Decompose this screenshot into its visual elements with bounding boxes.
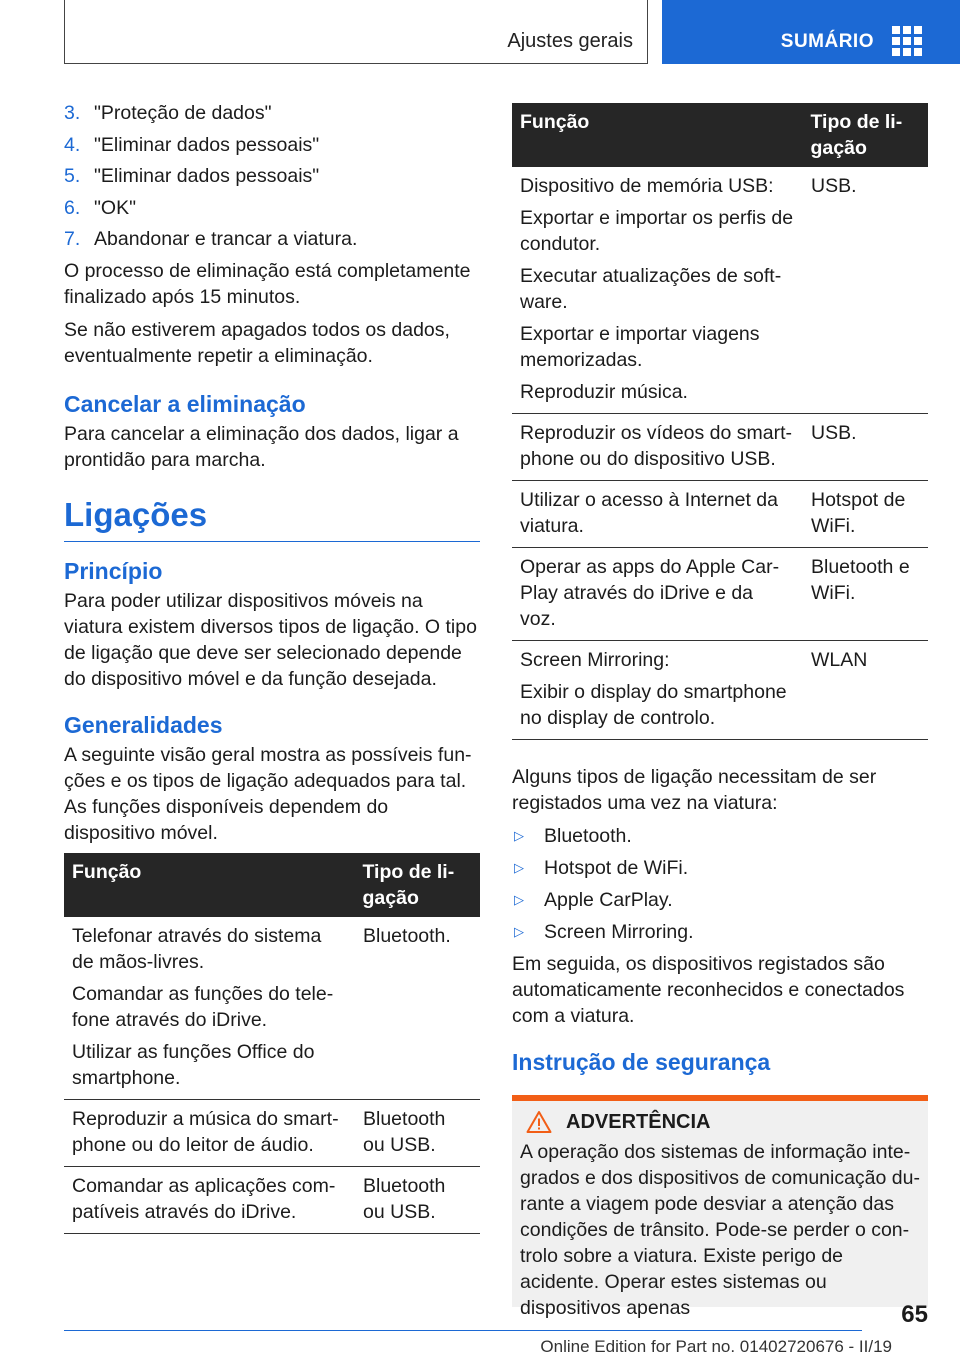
- table-row: [512, 414, 928, 481]
- paragraph: Para poder utilizar dispositivos móveis na viatura existem diversos tipos de ligação. O tipo de ligação que deve ser selecionado depende do dispositivo móvel e da função desejada.: [64, 589, 477, 690]
- function-cell: [512, 641, 803, 740]
- table-header-row: [512, 103, 928, 167]
- cell-text: Executar atualizações de software.: [520, 265, 782, 313]
- step-number: 5.: [64, 165, 81, 187]
- list-item: [512, 823, 928, 849]
- heading-cancel: Cancelar a eliminação: [64, 390, 306, 417]
- list-item: [512, 919, 928, 945]
- list-item-text: Screen Mirroring.: [544, 921, 694, 943]
- connection-cell: Bluetooth.: [355, 917, 481, 1100]
- step-number: 6.: [64, 196, 81, 219]
- cell-text: Utilizar as funções Office do smartphone.: [72, 1040, 315, 1089]
- cell-text: Reproduzir os vídeos do smartphone ou do dispositivo USB.: [520, 422, 793, 470]
- table-row: [512, 481, 928, 548]
- function-cell: [512, 167, 803, 414]
- column-header: Tipo de ligação: [803, 103, 929, 167]
- warning-header: [520, 1109, 920, 1135]
- heading-generalidades: Generalidades: [64, 711, 223, 738]
- heading-safety: Instrução de segurança: [512, 1049, 771, 1075]
- cell-text: Exibir o display do smartphone no display de controlo.: [520, 681, 787, 729]
- table-row: [64, 917, 480, 1100]
- page-number: 65: [901, 1301, 928, 1328]
- paragraph: O processo de eliminação está completamente finalizado após 15 minutos.: [64, 259, 471, 308]
- triangle-bullet-icon: ▷: [514, 828, 524, 843]
- cell-text: Dispositivo de memória USB:: [520, 175, 774, 197]
- warning-text: A operação dos sistemas de informação integrados e dos dispositivos de comunicação durante a viagem pode desviar a atenção das condições de trânsito. Pode-se perder o controlo sobre a viatura. Existe perigo de acidente. Operar estes sistemas ou dispositivos apenas: [520, 1141, 920, 1319]
- table-row: [512, 167, 928, 414]
- functions-table-2: [512, 103, 928, 740]
- function-cell: [512, 481, 803, 548]
- cell-text: Screen Mirroring:: [520, 649, 670, 671]
- bullet-list: [512, 823, 928, 945]
- step-text: "Eliminar dados pessoais": [94, 165, 320, 187]
- paragraph: Para cancelar a eliminação dos dados, ligar a prontidão para marcha.: [64, 422, 459, 471]
- function-cell: [512, 414, 803, 481]
- step-number: 3.: [64, 102, 81, 124]
- paragraph: Se não estiverem apagados todos os dados, eventualmente repetir a eliminação.: [64, 318, 450, 367]
- step-text: Abandonar e trancar a viatura.: [94, 228, 358, 250]
- list-item-text: Hotspot de WiFi.: [544, 857, 689, 879]
- step-list: [64, 100, 480, 252]
- cell-text: Exportar e importar os perfis de condutor.: [520, 207, 794, 255]
- cell-text: Comandar as aplicações compatíveis através do iDrive.: [72, 1174, 336, 1223]
- heading-principio: Princípio: [64, 557, 163, 584]
- column-header: Função: [64, 853, 355, 917]
- function-cell: [512, 548, 803, 641]
- paragraph: A seguinte visão geral mostra as possíveis funções e os tipos de ligação adequados para tal. As funções disponíveis dependem do dispositivo móvel.: [64, 743, 472, 844]
- column-header: Função: [512, 103, 803, 167]
- connection-cell: Hotspot de WiFi.: [803, 481, 929, 548]
- cell-text: Reproduzir a música do smartphone ou do leitor de áudio.: [72, 1107, 339, 1156]
- triangle-bullet-icon: ▷: [514, 860, 524, 875]
- step-item: [64, 163, 480, 189]
- column-header: Tipo de ligação: [355, 853, 481, 917]
- list-item-text: Apple CarPlay.: [544, 889, 673, 911]
- triangle-bullet-icon: ▷: [514, 892, 524, 907]
- connection-cell: Bluetooth ou USB.: [355, 1099, 481, 1166]
- section-title: Ajustes gerais: [507, 30, 633, 52]
- function-cell: [64, 1166, 355, 1233]
- function-cell: [64, 1099, 355, 1166]
- step-item: [64, 100, 480, 126]
- summary-tab[interactable]: [662, 0, 960, 64]
- connection-cell: Bluetooth ou USB.: [355, 1166, 481, 1233]
- cell-text: Comandar as funções do telefone através do iDrive.: [72, 982, 334, 1031]
- warning-triangle-icon: [526, 1110, 552, 1134]
- step-text: "Eliminar dados pessoais": [94, 133, 320, 156]
- paragraph: Em seguida, os dispositivos registados são automaticamente reconhecidos e conectados com a viatura.: [512, 953, 905, 1027]
- step-text: "Proteção de dados": [94, 102, 272, 124]
- grid-icon: [892, 26, 922, 56]
- triangle-bullet-icon: ▷: [514, 924, 524, 939]
- cell-text: Reproduzir música.: [520, 381, 688, 403]
- step-item: [64, 195, 480, 221]
- summary-tab-label: SUMÁRIO: [780, 31, 874, 52]
- table-row: [64, 1099, 480, 1166]
- connection-cell: USB.: [803, 167, 929, 414]
- functions-table-1: [64, 853, 480, 1234]
- paragraph: Alguns tipos de ligação necessitam de ser registados uma vez na viatura:: [512, 766, 877, 814]
- warning-title: ADVERTÊNCIA: [566, 1111, 711, 1133]
- table-row: [64, 1166, 480, 1233]
- table-row: [512, 641, 928, 740]
- header-section-box: [64, 0, 648, 64]
- heading-ligacoes: Ligações: [64, 493, 480, 542]
- list-item: [512, 887, 928, 913]
- cell-text: Exportar e importar viagens memorizadas.: [520, 323, 760, 371]
- table-row: [512, 548, 928, 641]
- function-cell: [64, 917, 355, 1100]
- connection-cell: Bluetooth e WiFi.: [803, 548, 929, 641]
- cell-text: Utilizar o acesso à Internet da viatura.: [520, 489, 778, 537]
- step-item: [64, 226, 480, 252]
- left-column: [64, 100, 480, 1234]
- cell-text: Operar as apps do Apple CarPlay através do iDrive e da voz.: [520, 556, 780, 630]
- footer-text: Online Edition for Part no. 01402720676 - II/19: [540, 1337, 892, 1356]
- list-item-text: Bluetooth.: [544, 825, 632, 847]
- table-header-row: [64, 853, 480, 917]
- footer-divider: [64, 1330, 862, 1331]
- cell-text: Telefonar através do sistema de mãos-livres.: [72, 924, 322, 973]
- step-text: "OK": [94, 196, 137, 219]
- step-number: 7.: [64, 228, 81, 250]
- connection-cell: WLAN: [803, 641, 929, 740]
- connection-cell: USB.: [803, 414, 929, 481]
- list-item: [512, 855, 928, 881]
- step-number: 4.: [64, 133, 81, 156]
- step-item: [64, 132, 480, 158]
